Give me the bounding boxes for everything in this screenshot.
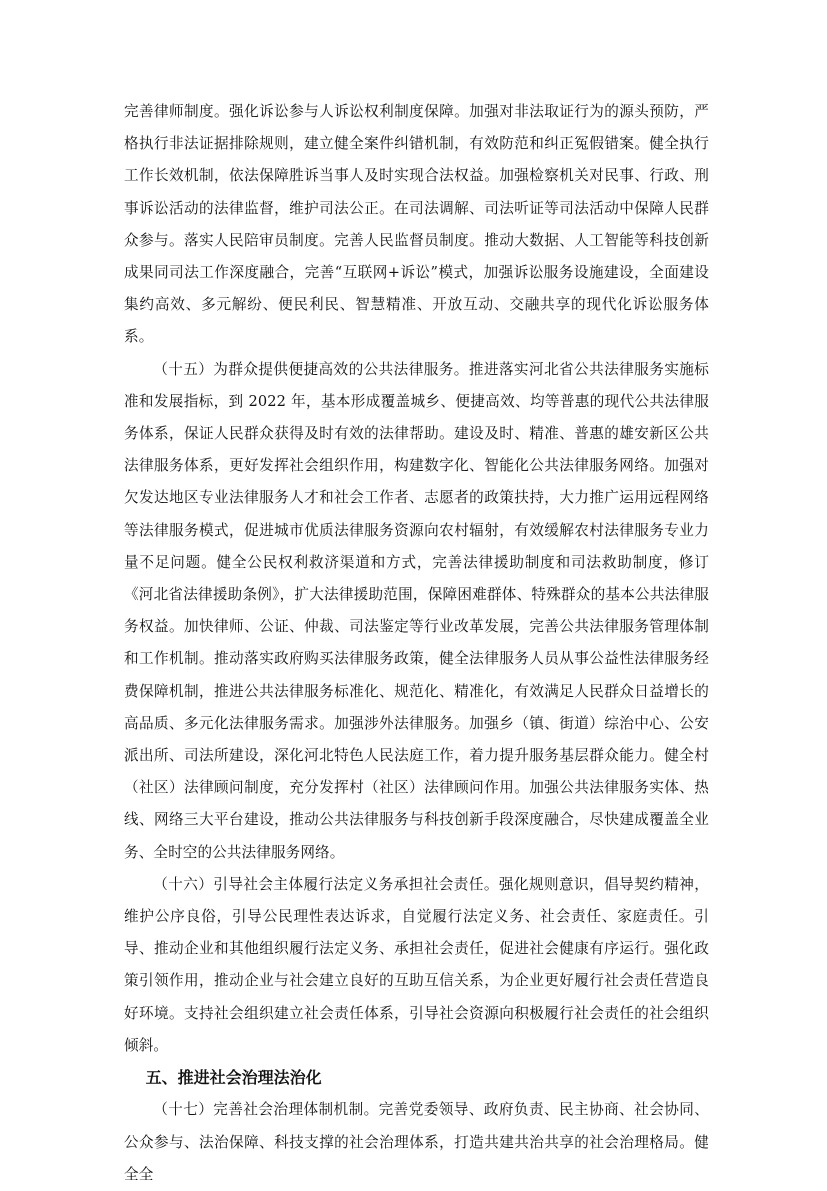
section-heading: 五、推进社会治理法治化 [145, 1068, 322, 1088]
paragraph-social-responsibility: （十六）引导社会主体履行法定义务承担社会责任。强化规则意识，倡导契约精神，维护公序良俗，引导公民理性表达诉求，自觉履行法定义务、社会责任、家庭责任。引导、推动企业和其他组织履行法定义务、承担社会责任，促进社会健康有序运行。强化政策引领作用，推动企业与社会建立良好的互助互信关系，为企业更好履行社会责任营造良好环境。支持社会组织建立社会责任体系，引导社会资源向积极履行社会责任的社会组织倾斜。 [124, 875, 709, 1054]
document-page [124, 96, 709, 1191]
paragraph-lawyer-system: 完善律师制度。强化诉讼参与人诉讼权利制度保障。加强对非法取证行为的源头预防，严格执行非法证据排除规则，建立健全案件纠错机制，有效防范和纠正冤假错案。健全执行工作长效机制，依法保障胜诉当事人及时实现合法权益。加强检察机关对民事、行政、刑事诉讼活动的法律监督，维护司法公正。在司法调解、司法听证等司法活动中保障人民群众参与。落实人民陪审员制度。完善人民监督员制度。推动大数据、人工智能等科技创新成果同司法工作深度融合，完善“互联网+诉讼”模式，加强诉讼服务设施建设，全面建设集约高效、多元解纷、便民利民、智慧精准、开放互动、交融共享的现代化诉讼服务体系。 [124, 103, 709, 346]
paragraph-social-governance: （十七）完善社会治理体制机制。完善党委领导、政府负责、民主协商、社会协同、公众参与、法治保障、科技支撑的社会治理体系，打造共建共治共享的社会治理格局。健全全 [124, 1101, 709, 1183]
paragraph-public-legal-services: （十五）为群众提供便捷高效的公共法律服务。推进落实河北省公共法律服务实施标准和发展指标，到 2022 年，基本形成覆盖城乡、便捷高效、均等普惠的现代公共法律服务体系，保证人民群众获得及时有效的法律帮助。建设及时、精准、普惠的雄安新区公共法律服务体系，更好发挥社会组织作用，构建数字化、智能化公共法律服务网络。加强对欠发达地区专业法律服务人才和社会工作者、志愿者的政策扶持，大力推广运用远程网络等法律服务模式，促进城市优质法律服务资源向农村辐射，有效缓解农村法律服务专业力量不足问题。健全公民权利救济渠道和方式，完善法律援助制度和司法救助制度，修订《河北省法律援助条例》，扩大法律援助范围，保障困难群体、特殊群众的基本公共法律服务权益。加快律师、公证、仲裁、司法鉴定等行业改革发展，完善公共法律服务管理体制和工作机制。推动落实政府购买法律服务政策，健全法律服务人员从事公益性法律服务经费保障机制，推进公共法律服务标准化、规范化、精准化，有效满足人民群众日益增长的高品质、多元化法律服务需求。加强涉外法律服务。加强乡（镇、街道）综治中心、公安派出所、司法所建设，深化河北特色人民法庭工作，着力提升服务基层群众能力。健全村（社区）法律顾问制度，充分发挥村（社区）法律顾问作用。加强公共法律服务实体、热线、网络三大平台建设，推动公共法律服务与科技创新手段深度融合，尽快建成覆盖全业务、全时空的公共法律服务网络。 [124, 360, 709, 861]
